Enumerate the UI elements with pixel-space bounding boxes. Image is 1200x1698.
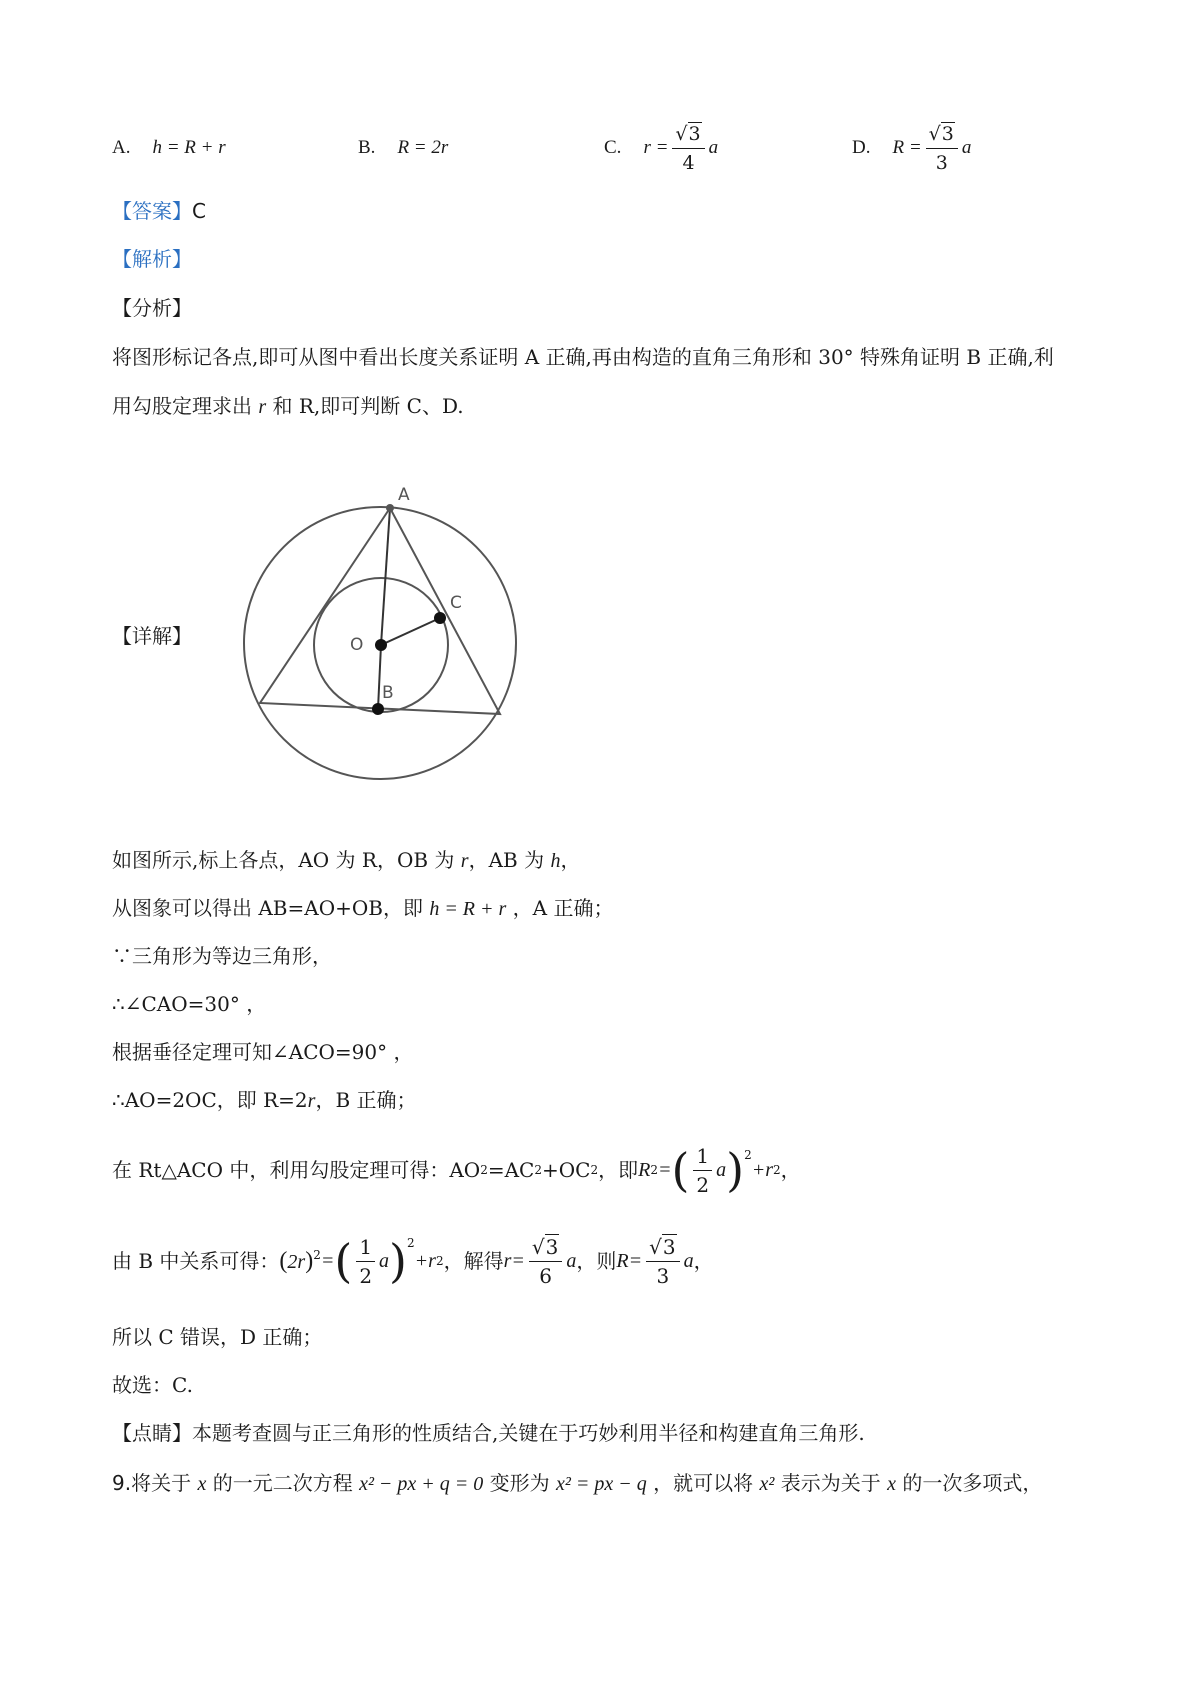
label-b: B [382,683,394,703]
fraction-half: $\frac{1}{2}$ [356,1234,375,1289]
option-expr: h = R + r [152,137,226,158]
option-label: A. [112,137,131,158]
denominator: 3 [935,151,948,174]
option-lhs: r = [643,137,669,158]
step-1: 如图所示,标上各点，AO 为 R，OB 为 r，AB 为 h， [112,848,581,872]
option-var: a [961,137,972,158]
point-b [372,703,384,715]
fenxi-tag: 【分析】 [112,296,192,320]
point-a [386,504,394,512]
segment-oc [381,618,440,645]
jiexi-tag: 【解析】 [112,247,192,271]
geometry-figure [242,480,532,790]
option-lhs: R = [892,137,922,158]
option-b [358,118,448,178]
fraction-r: $\frac{√3}{6}$ [529,1234,562,1289]
option-label: B. [358,137,376,158]
label-a: A [398,485,410,505]
fraction: $\frac{√3}{4}$ [672,121,704,176]
option-expr: R = 2r [397,137,449,158]
sqrt-radicand: 3 [688,122,701,145]
step-4: ∴∠CAO=30° ， [112,992,267,1016]
step-2: 从图象可以得出 AB=AO+OB，即 h = R + r ，A 正确； [112,896,614,920]
step-7: 在 Rt△ACO 中，利用勾股定理可得：AO 2 =AC 2 +OC 2 ，即 R 2 = ( $\frac{1}{2}$ a ) $^2$ + r 2 ， [112,1143,801,1197]
denominator: 4 [682,151,695,174]
question-9: 9.将关于 x 的一元二次方程 x² − px + q = 0 变形为 x² = px − q ，就可以将 x² 表示为关于 x 的一次多项式， [112,1471,1043,1495]
step-3: ∵三角形为等边三角形， [112,944,332,968]
step-9: 所以 C 错误，D 正确； [112,1325,323,1349]
segment-ob [378,645,381,709]
option-label: D. [852,137,871,158]
answer-value: C [192,199,206,223]
step-10: 故选：C. [112,1373,193,1397]
fraction-half: $\frac{1}{2}$ [693,1143,712,1198]
dianjing-line [112,1418,865,1448]
answer-line [112,196,206,226]
label-o: O [350,635,364,655]
dianjing-text: 本题考查圆与正三角形的性质结合,关键在于巧妙利用半径和构建直角三角形. [192,1421,865,1445]
segment-ao [381,508,390,645]
label-c: C [450,593,462,613]
step-5: 根据垂径定理可知∠ACO=90° ， [112,1040,414,1064]
fenxi-line-2: 用勾股定理求出 r 和 R,即可判断 C、D. [112,394,464,418]
fraction-R: $\frac{√3}{3}$ [646,1234,679,1289]
option-c [604,118,718,178]
option-d [852,118,971,178]
option-label: C. [604,137,622,158]
point-o [375,639,387,651]
fraction: $\frac{√3}{3}$ [926,121,958,176]
step-6: ∴AO=2OC，即 R=2r，B 正确； [112,1088,417,1112]
fenxi-line-1: 将图形标记各点,即可从图中看出长度关系证明 A 正确,再由构造的直角三角形和 30° 特殊角证明 B 正确,利 [112,345,1054,369]
xiangjie-tag: 【详解】 [112,624,192,648]
answer-tag: 【答案】 [112,199,192,223]
option-var: a [708,137,719,158]
step-8: 由 B 中关系可得： (2r) $^2$ = ( $\frac{1}{2}$ a ) $^2$ + r 2 ，解得 r = $\frac{√3}{6}$ a ，则 R = $\frac{√3}{3}$ a ， [112,1234,714,1288]
dianjing-tag: 【点睛】 [112,1421,192,1445]
option-a [112,118,226,178]
sqrt-radicand: 3 [941,122,954,145]
point-c [434,612,446,624]
